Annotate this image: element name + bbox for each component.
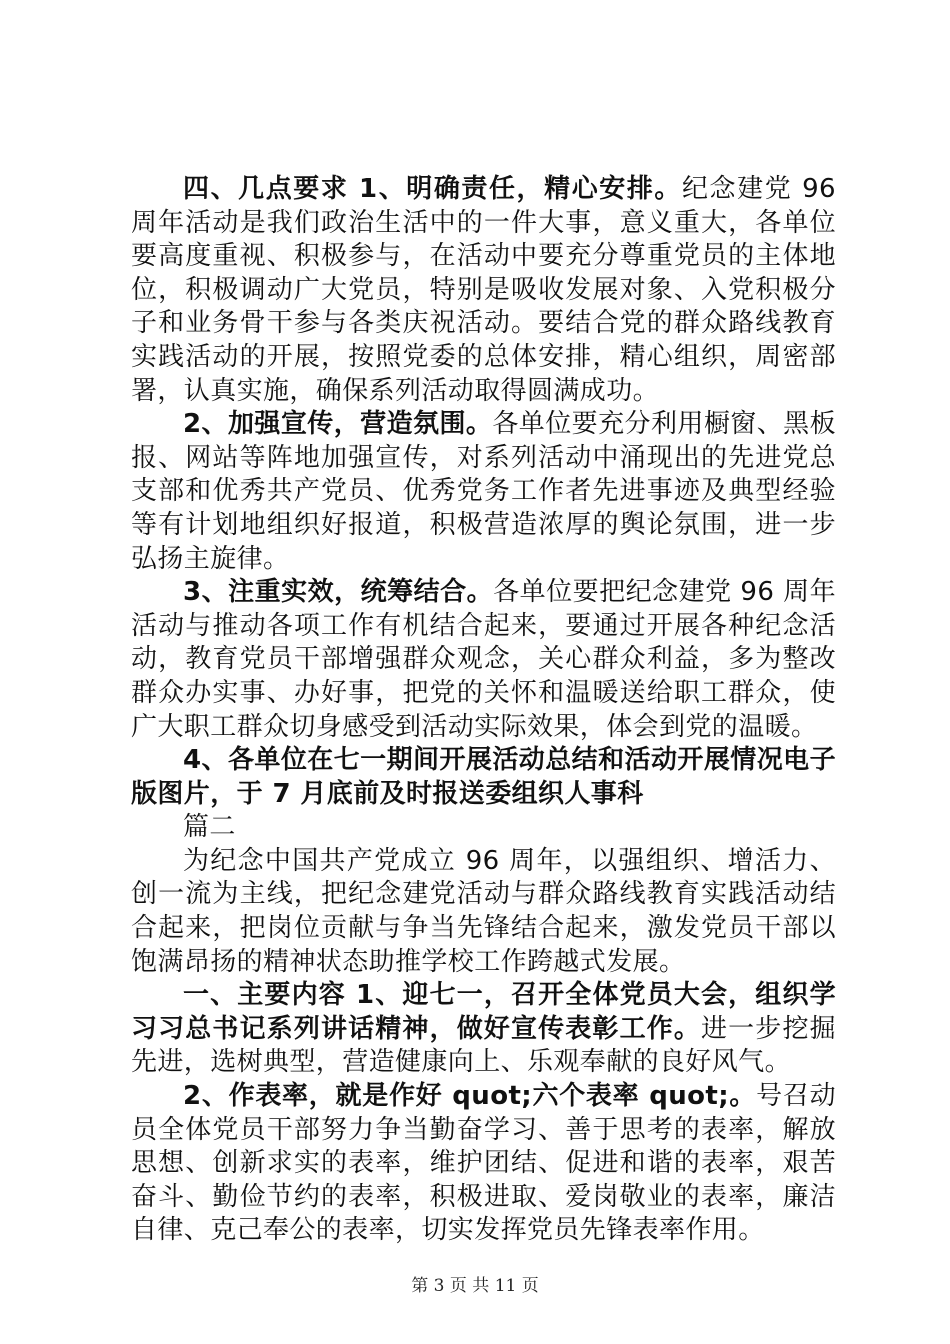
paragraph-text: 进一步挖掘先进，选树典型，营造健康向上、乐观奉献的良好风气。 xyxy=(131,1013,836,1078)
paragraph-heading: 2、加强宣传，营造氛围。 xyxy=(183,409,493,440)
paragraph-heading: 四、几点要求 1、明确责任，精心安排。 xyxy=(183,174,682,204)
paragraph-text: 为纪念中国共产党成立 96 周年，以强组织、增活力、创一流为主线，把纪念建党活动与群众路线教育实践活动结合起来，把岗位贡献与争当先锋结合起来，激发党员干部以饱满昂扬的精神状态助推学校工作跨越式发展。 xyxy=(131,845,836,977)
paragraph xyxy=(131,979,836,1080)
paragraph-heading: 3、注重实效，统筹结合。 xyxy=(183,577,494,608)
paragraph-text: 号召动员全体党员干部努力争当勤奋学习、善于思考的表率，解放思想、创新求实的表率，维护团结、促进和谐的表率，艰苦奋斗、勤俭节约的表率，积极进取、爱岗敬业的表率，廉洁自律、克己奉公的表率，切实发挥党员先锋表率作用。 xyxy=(131,1081,836,1246)
paragraph-heading: 2、作表率，就是作好 quot;六个表率 quot;。 xyxy=(183,1081,757,1112)
paragraph-heading: 4、各单位在七一期间开展活动总结和活动开展情况电子版图片，于 7 月底前及时报送委组织人事科 xyxy=(131,745,836,809)
paragraph xyxy=(131,1080,836,1248)
paragraph-text: 篇二 xyxy=(183,812,236,843)
paragraph-text: 各单位要充分利用橱窗、黑板报、网站等阵地加强宣传，对系列活动中涌现出的先进党总支部和优秀共产党员、优秀党务工作者先进事迹及典型经验等有计划地组织好报道，积极营造浓厚的舆论氛围，进一步弘扬主旋律。 xyxy=(131,409,836,574)
paragraph-heading: 一、主要内容 1、迎七一，召开全体党员大会，组织学习习总书记系列讲话精神，做好宣传表彰工作。 xyxy=(131,980,836,1044)
paragraph xyxy=(131,576,836,744)
document-body xyxy=(131,173,836,1248)
paragraph-text: 纪念建党 96 周年活动是我们政治生活中的一件大事，意义重大，各单位要高度重视、积极参与，在活动中要充分尊重党员的主体地位，积极调动广大党员，特别是吸收发展对象、入党积极分子和业务骨干参与各类庆祝活动。要结合党的群众路线教育实践活动的开展，按照党委的总体安排，精心组织，周密部署，认真实施，确保系列活动取得圆满成功。 xyxy=(131,174,836,406)
paragraph xyxy=(131,744,836,811)
paragraph xyxy=(131,845,836,979)
page-number-footer: 第 3 页 共 11 页 xyxy=(411,1276,539,1296)
section-label xyxy=(131,811,836,845)
paragraph xyxy=(131,173,836,408)
paragraph-text: 各单位要把纪念建党 96 周年活动与推动各项工作有机结合起来，要通过开展各种纪念活动，教育党员干部增强群众观念，关心群众利益，多为整改群众办实事、办好事，把党的关怀和温暖送给职工群众，使广大职工群众切身感受到活动实际效果，体会到党的温暖。 xyxy=(131,577,836,742)
paragraph xyxy=(131,408,836,576)
